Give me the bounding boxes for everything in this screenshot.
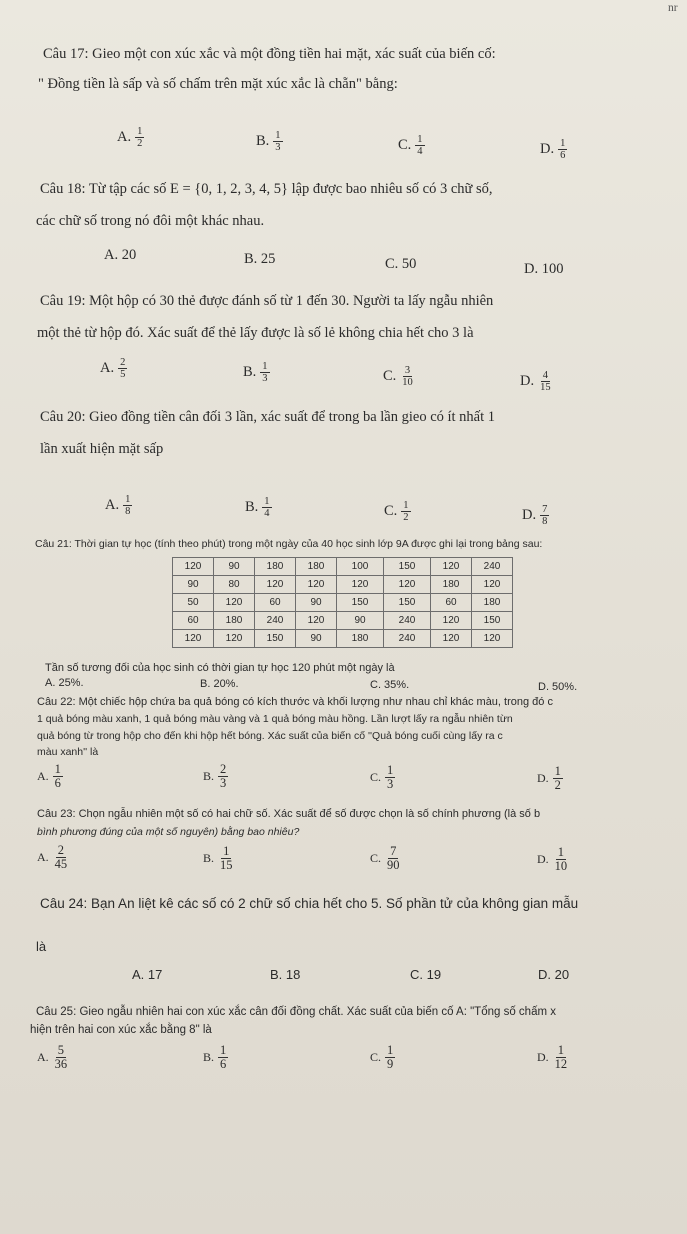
table-cell: 120: [472, 630, 513, 648]
q22-option-b: B. $\frac{2}{3}$: [203, 762, 227, 790]
table-cell: 90: [296, 630, 337, 648]
table-cell: 240: [384, 630, 431, 648]
table-cell: 120: [214, 630, 255, 648]
q19-line1: Câu 19: Một hộp có 30 thẻ được đánh số từ 1 đến 30. Người ta lấy ngẫu nhiên: [40, 293, 494, 309]
q17-option-d: D. $\frac{1}{6}$: [540, 138, 566, 161]
q21-data-table: [172, 557, 513, 648]
q25-option-d: D. $\frac{1}{12}$: [537, 1043, 568, 1071]
q20-line1: Câu 20: Gieo đồng tiền cân đối 3 lần, xác suất để trong ba lần gieo có ít nhất 1: [40, 409, 496, 425]
page-corner-mark: nr: [668, 2, 678, 14]
table-row: [173, 576, 513, 594]
q22-option-c: C. $\frac{1}{3}$: [370, 763, 394, 791]
q19-option-b: B. $\frac{1}{3}$: [243, 361, 268, 384]
q21-option-b: B. 20%.: [200, 678, 239, 690]
table-cell: 120: [214, 594, 255, 612]
table-cell: 90: [173, 576, 214, 594]
table-cell: 150: [255, 630, 296, 648]
q23-option-c: C. $\frac{7}{90}$: [370, 844, 400, 872]
q18-option-b: B. 25: [244, 251, 276, 267]
table-cell: 150: [384, 594, 431, 612]
table-cell: 120: [431, 558, 472, 576]
q17-option-b: B. $\frac{1}{3}$: [256, 130, 281, 153]
table-cell: 120: [296, 576, 337, 594]
q25-line1: Câu 25: Gieo ngẫu nhiên hai con xúc xắc cân đối đồng chất. Xác suất của biến cố A: "Tổng số chấm x: [36, 1006, 556, 1018]
q25-option-b: B. $\frac{1}{6}$: [203, 1043, 227, 1071]
table-cell: 240: [384, 612, 431, 630]
q22-line1: Câu 22: Một chiếc hộp chứa ba quả bóng có kích thước và khối lượng như nhau chỉ khác màu, trong đó c: [37, 696, 553, 708]
q19-option-c: C. $\frac{3}{10}$: [383, 365, 413, 388]
q20-option-d: D. $\frac{7}{8}$: [522, 504, 548, 527]
table-cell: 120: [173, 630, 214, 648]
table-row: [173, 612, 513, 630]
q25-option-a: A. $\frac{5}{36}$: [37, 1043, 68, 1071]
q25-line2: hiện trên hai con xúc xắc bằng 8" là: [30, 1024, 212, 1036]
table-row: [173, 558, 513, 576]
table-cell: 180: [214, 612, 255, 630]
q24-option-c: C. 19: [410, 967, 442, 982]
q21-option-c: C. 35%.: [370, 679, 410, 691]
q23-option-b: B. $\frac{1}{15}$: [203, 844, 233, 872]
q22-line3: quả bóng từ trong hộp cho đến khi hộp hết bóng. Xác suất của biến cố ''Quả bóng cuối cùng lấy ra c: [37, 730, 503, 742]
table-cell: 180: [296, 558, 337, 576]
q21-option-d: D. 50%.: [538, 681, 578, 693]
table-cell: 120: [337, 576, 384, 594]
q24-line1: Câu 24: Bạn An liệt kê các số có 2 chữ số chia hết cho 5. Số phần tử của không gian mẫu: [40, 896, 579, 911]
q22-line2: 1 quả bóng màu xanh, 1 quả bóng màu vàng và 1 quả bóng màu hồng. Lần lượt lấy ra ngẫu nhiên từn: [37, 713, 513, 725]
table-cell: 120: [431, 612, 472, 630]
table-row: [173, 594, 513, 612]
q21-line2: Tần số tương đối của học sinh có thời gian tự học 120 phút một ngày là: [45, 662, 395, 674]
table-cell: 90: [214, 558, 255, 576]
table-cell: 240: [472, 558, 513, 576]
q24-option-a: A. 17: [132, 967, 163, 982]
q20-option-a: A. $\frac{1}{8}$: [105, 494, 131, 517]
table-cell: 50: [173, 594, 214, 612]
q24-option-d: D. 20: [538, 967, 570, 982]
q17-line2: " Đồng tiền là sấp và số chấm trên mặt xúc xắc là chẵn" bằng:: [38, 76, 398, 92]
q22-line4: màu xanh'' là: [37, 746, 99, 758]
q24-option-b: B. 18: [270, 967, 301, 982]
q18-option-d: D. 100: [524, 261, 564, 277]
table-cell: 90: [337, 612, 384, 630]
q20-option-b: B. $\frac{1}{4}$: [245, 496, 270, 519]
q19-option-d: D. $\frac{4}{15}$: [520, 370, 551, 393]
q21-line1: Câu 21: Thời gian tự học (tính theo phút) trong một ngày của 40 học sinh lớp 9A được ghi lại trong bảng sau:: [35, 538, 543, 550]
table-cell: 180: [431, 576, 472, 594]
table-cell: 120: [296, 612, 337, 630]
q20-option-c: C. $\frac{1}{2}$: [384, 500, 409, 523]
table-cell: 60: [255, 594, 296, 612]
table-cell: 150: [472, 612, 513, 630]
q23-option-a: A. $\frac{2}{45}$: [37, 843, 68, 871]
table-cell: 180: [472, 594, 513, 612]
q23-line1: Câu 23: Chọn ngẫu nhiên một số có hai chữ số. Xác suất để số được chọn là số chính phương (là số b: [37, 808, 541, 820]
q24-line2: là: [36, 939, 47, 954]
table-row: [173, 630, 513, 648]
table-cell: 100: [337, 558, 384, 576]
q17-option-c: C. $\frac{1}{4}$: [398, 134, 423, 157]
q22-option-a: A. $\frac{1}{6}$: [37, 762, 61, 790]
q23-line2: bình phương đúng của một số nguyên) bằng bao nhiêu?: [37, 826, 300, 838]
q18-line2: các chữ số trong nó đôi một khác nhau.: [36, 213, 265, 229]
q21-option-a: A. 25%.: [45, 677, 84, 689]
table-cell: 120: [173, 558, 214, 576]
table-cell: 60: [431, 594, 472, 612]
table-cell: 60: [173, 612, 214, 630]
table-cell: 180: [255, 558, 296, 576]
table-cell: 240: [255, 612, 296, 630]
q20-line2: lần xuất hiện mặt sấp: [40, 441, 164, 457]
q25-option-c: C. $\frac{1}{9}$: [370, 1043, 394, 1071]
table-cell: 90: [296, 594, 337, 612]
q18-option-c: C. 50: [385, 256, 417, 272]
table-cell: 120: [431, 630, 472, 648]
table-cell: 120: [255, 576, 296, 594]
q22-option-d: D. $\frac{1}{2}$: [537, 764, 561, 792]
table-cell: 150: [384, 558, 431, 576]
table-cell: 180: [337, 630, 384, 648]
q19-line2: một thẻ từ hộp đó. Xác suất để thẻ lấy được là số lẻ không chia hết cho 3 là: [37, 325, 474, 341]
table-cell: 80: [214, 576, 255, 594]
q17-option-a: A. $\frac{1}{2}$: [117, 126, 143, 149]
q23-option-d: D. $\frac{1}{10}$: [537, 845, 568, 873]
q18-option-a: A. 20: [104, 247, 137, 263]
table-cell: 150: [337, 594, 384, 612]
q19-option-a: A. $\frac{2}{5}$: [100, 357, 126, 380]
q17-line1: Câu 17: Gieo một con xúc xắc và một đồng tiền hai mặt, xác suất của biến cố:: [43, 46, 496, 62]
q18-line1: Câu 18: Từ tập các số E = {0, 1, 2, 3, 4, 5} lập được bao nhiêu số có 3 chữ số,: [40, 181, 493, 197]
table-cell: 120: [384, 576, 431, 594]
table-cell: 120: [472, 576, 513, 594]
